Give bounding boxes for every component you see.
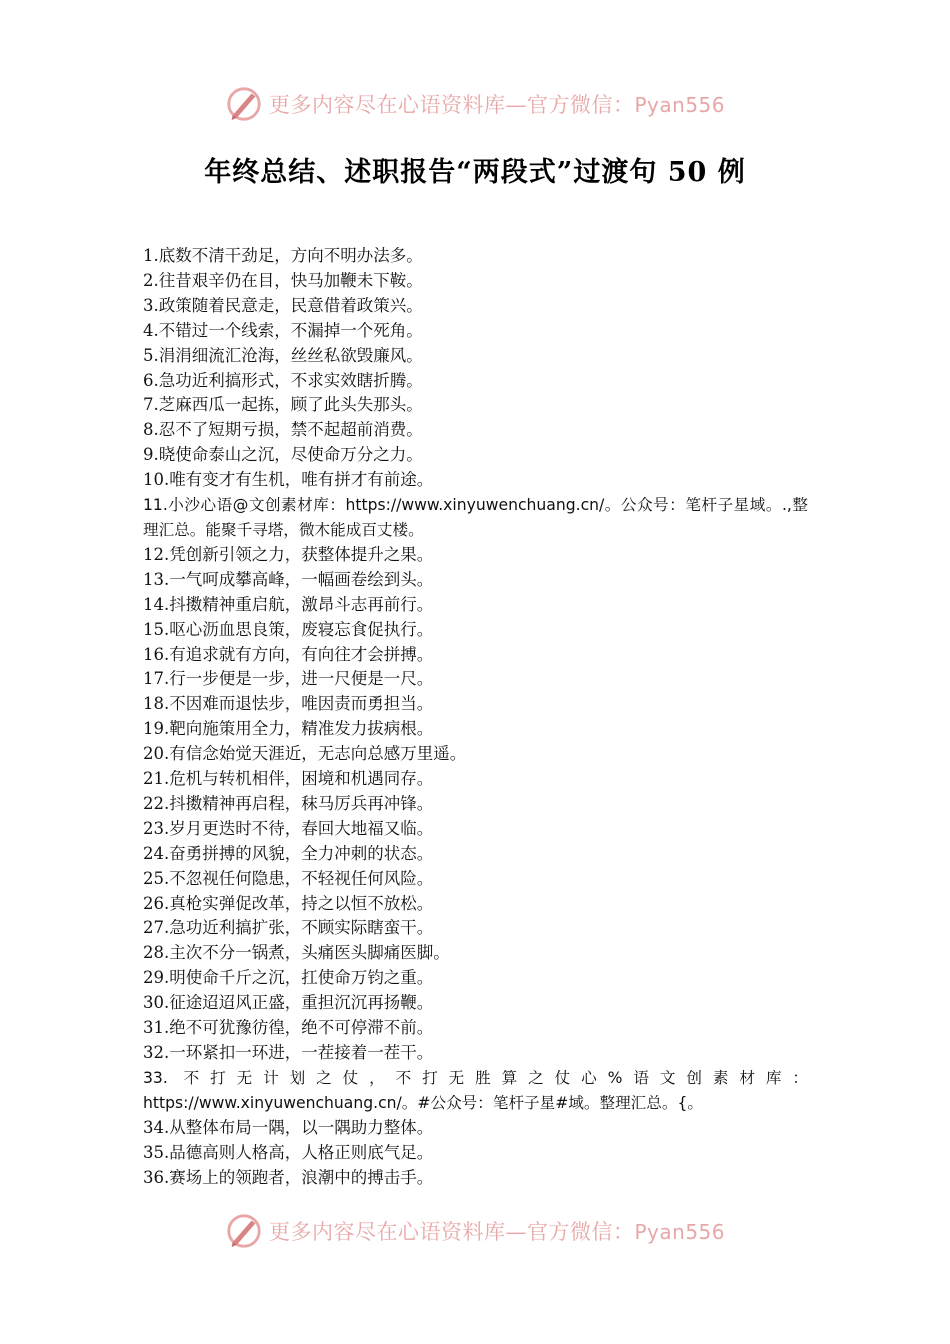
list-item: 4.不错过一个线索，不漏掉一个死角。 xyxy=(143,320,423,340)
item-list xyxy=(143,244,808,1190)
list-item: 21.危机与转机相伴，困境和机遇同存。 xyxy=(143,769,434,789)
list-item: 30.征途迢迢风正盛，重担沉沉再扬鞭。 xyxy=(143,993,434,1013)
list-item: 18.不因难而退怯步，唯因责而勇担当。 xyxy=(143,694,434,714)
list-item: 20.有信念始觉天涯近，无志向总感万里遥。 xyxy=(143,744,467,764)
wechat-id: Pyan556 xyxy=(634,93,725,117)
list-item: 25.不忽视任何隐患，不轻视任何风险。 xyxy=(143,868,434,888)
list-item: 24.奋勇拼搏的风貌，全力冲刺的状态。 xyxy=(143,843,434,863)
list-item: 3.政策随着民意走，民意借着政策兴。 xyxy=(143,295,423,315)
list-item: 26.真枪实弹促改革，持之以恒不放松。 xyxy=(143,893,434,913)
list-item: 9.晓使命泰山之沉，尽使命万分之力。 xyxy=(143,445,423,465)
list-item: 1.底数不清干劲足，方向不明办法多。 xyxy=(143,246,423,265)
watermark-text xyxy=(269,1216,725,1246)
list-item: 15.呕心沥血思良策，废寝忘食促执行。 xyxy=(143,619,434,639)
list-item: 31.绝不可犹豫彷徨，绝不可停滞不前。 xyxy=(143,1018,434,1038)
list-item: 34.从整体布局一隅，以一隅助力整体。 xyxy=(143,1117,434,1137)
list-item: 12.凭创新引领之力，获整体提升之果。 xyxy=(143,544,434,564)
watermark-text xyxy=(269,89,725,119)
list-item: 27.急功近利搞扩张，不顾实际瞎蛮干。 xyxy=(143,918,434,938)
pen-logo-icon xyxy=(225,85,263,123)
list-item: 22.抖擞精神再启程，秣马厉兵再冲锋。 xyxy=(143,793,434,813)
list-item: 10.唯有变才有生机，唯有拼才有前途。 xyxy=(143,470,434,490)
list-item: 33. 不打无计划之仗，不打无胜算之仗心%语文创素材库：https://www.xinyuwenchuang.cn/。#公众号：笔杆子星#域。整理汇总。{。 xyxy=(143,1068,808,1112)
list-item: 16.有追求就有方向，有向往才会拼搏。 xyxy=(143,644,434,664)
watermark-label: 更多内容尽在心语资料库—官方微信： xyxy=(268,93,635,117)
page-title: 年终总结、述职报告“两段式”过渡句 50 例 xyxy=(204,157,746,188)
list-item: 19.靶向施策用全力，精准发力拔病根。 xyxy=(143,719,434,739)
list-item: 5.涓涓细流汇沧海，丝丝私欲毁廉风。 xyxy=(143,345,423,365)
wechat-id: Pyan556 xyxy=(634,1220,725,1244)
list-item: 7.芝麻西瓜一起拣，顾了此头失那头。 xyxy=(143,395,423,415)
list-item: 28.主次不分一锅煮，头痛医头脚痛医脚。 xyxy=(143,943,450,963)
header-watermark xyxy=(0,82,950,126)
list-item: 13.一气呵成攀高峰，一幅画卷绘到头。 xyxy=(143,569,434,589)
pen-logo-icon xyxy=(225,1212,263,1250)
watermark-label: 更多内容尽在心语资料库—官方微信： xyxy=(268,1220,635,1244)
list-item: 6.急功近利搞形式，不求实效瞎折腾。 xyxy=(143,370,423,390)
footer-watermark xyxy=(0,1209,950,1253)
list-item: 8.忍不了短期亏损，禁不起超前消费。 xyxy=(143,420,423,440)
list-item: 23.岁月更迭时不待，春回大地福又临。 xyxy=(143,818,434,838)
list-item: 29.明使命千斤之沉，扛使命万钧之重。 xyxy=(143,968,434,988)
list-item: 36.赛场上的领跑者，浪潮中的搏击手。 xyxy=(143,1167,434,1187)
list-item: 11.小沙心语@文创素材库：https://www.xinyuwenchuang.cn/。公众号：笔杆子星域。.,整理汇总。能聚千寻塔，微木能成百丈楼。 xyxy=(143,496,808,539)
list-item: 17.行一步便是一步，进一尺便是一尺。 xyxy=(143,669,434,689)
list-item: 35.品德高则人格高，人格正则底气足。 xyxy=(143,1142,434,1162)
list-item: 14.抖擞精神重启航，激昂斗志再前行。 xyxy=(143,594,434,614)
list-item: 32.一环紧扣一环进，一茬接着一茬干。 xyxy=(143,1043,434,1062)
list-item: 2.往昔艰辛仍在目，快马加鞭未下鞍。 xyxy=(143,270,423,290)
